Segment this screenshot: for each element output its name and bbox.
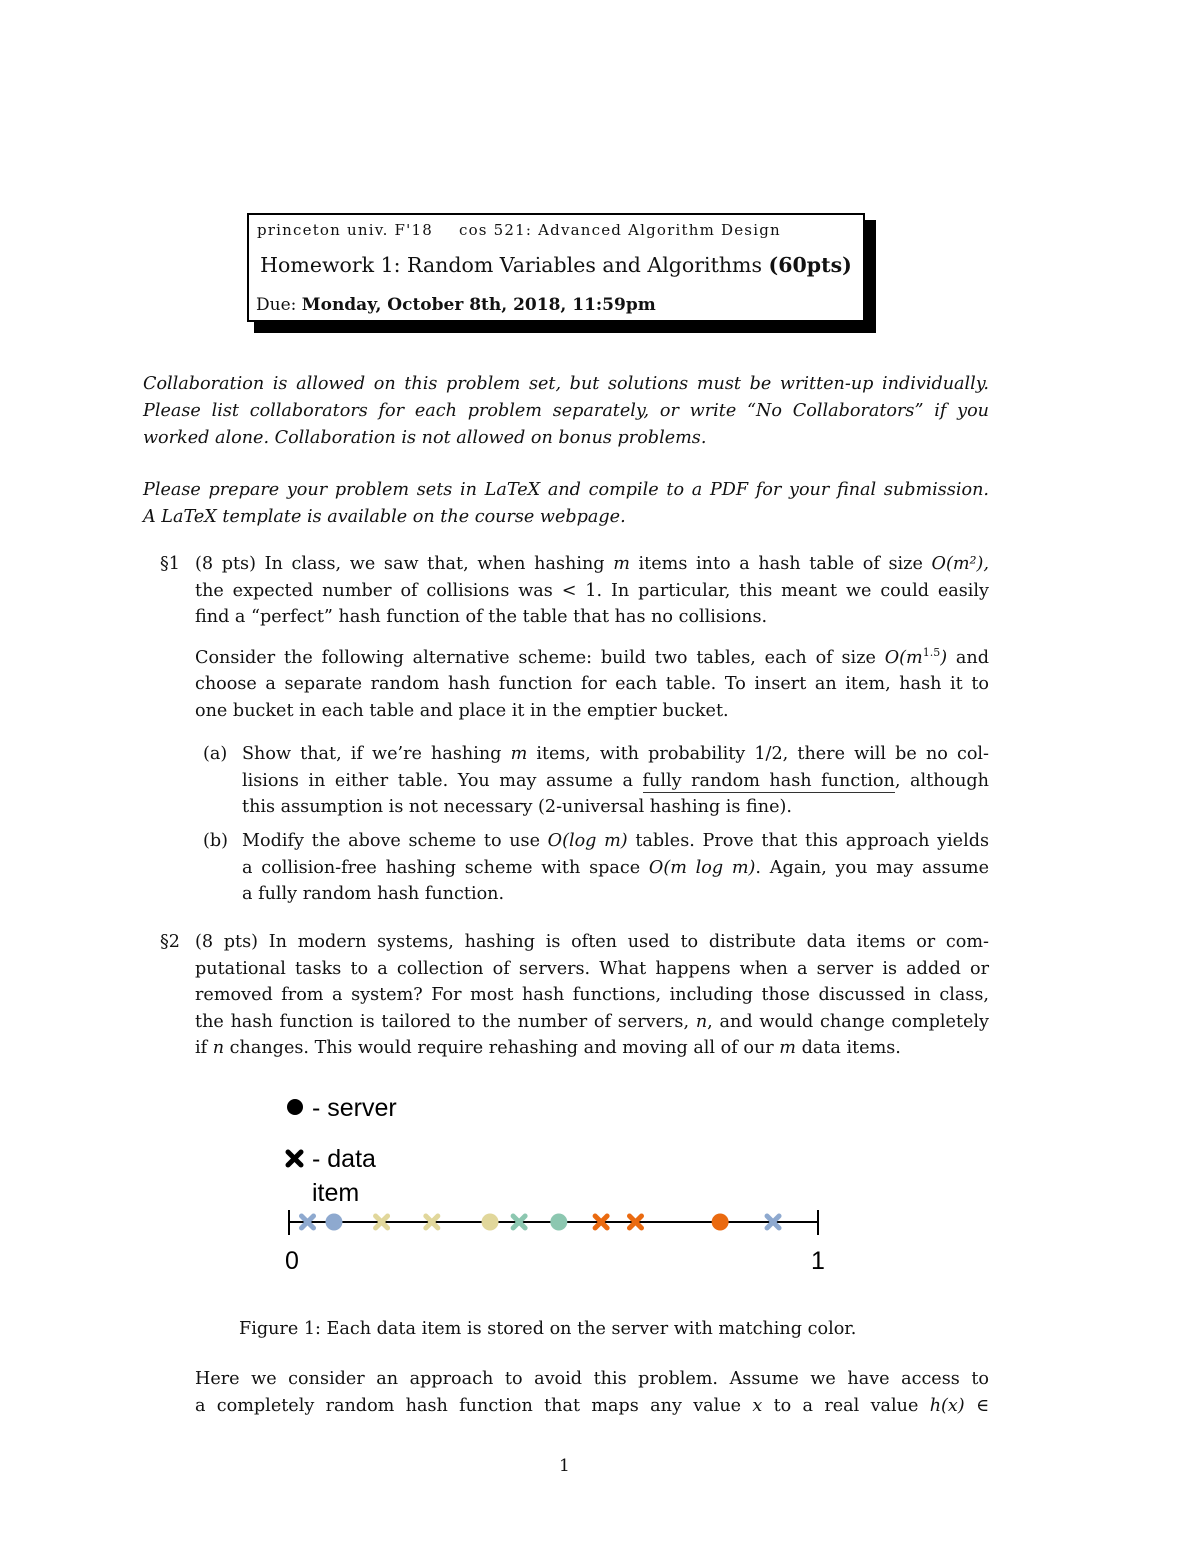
- collaboration-paragraph: [143, 371, 989, 451]
- math-o-m-log-m: O(m log m): [648, 857, 756, 878]
- math-m: m: [779, 1038, 796, 1059]
- p1-line-1-a: In class, we saw that, when hashing: [264, 554, 605, 574]
- q2-line-5-a: if: [195, 1038, 208, 1059]
- collab-line-3: worked alone. Collaboration is not allowed on bonus problems.: [143, 427, 707, 448]
- p1-line-1-b: items into a hash table of size: [638, 554, 923, 574]
- latex-line-1: Please prepare your problem sets in LaTeX and compile to a PDF for your final submission.: [143, 480, 989, 500]
- math-exponent: 1.5: [922, 646, 941, 659]
- title-text: Homework 1: Random Variables and Algorithms: [260, 253, 763, 277]
- figure-1: [280, 1088, 840, 1288]
- server-marker-orange: [712, 1214, 729, 1231]
- math-o-m-1-5: [885, 648, 947, 668]
- latex-line-2: A LaTeX template is available on the course webpage.: [143, 506, 626, 527]
- problem-2-paragraph: [195, 929, 989, 1062]
- hash-ring-figure: [280, 1088, 840, 1288]
- q2-line-5: [195, 1035, 989, 1062]
- b-line-2: [242, 855, 989, 882]
- legend-data-label-2: item: [312, 1179, 360, 1207]
- problem-2-points: (8 pts): [195, 932, 258, 952]
- math-m: m: [613, 554, 630, 574]
- page-number: 1: [559, 1456, 570, 1476]
- collab-line-2: Please list collaborators for each problem separately, or write “No Collaborators” if you: [143, 400, 989, 421]
- problem-1-points: (8 pts): [195, 554, 256, 574]
- latex-paragraph: [143, 477, 989, 531]
- server-marker-yellow: [482, 1214, 499, 1231]
- a-line-2: [242, 768, 989, 795]
- math-n: n: [212, 1038, 225, 1059]
- q2-line-4-a: the hash function is tailored to the number of servers,: [195, 1011, 690, 1032]
- math-close-paren: ): [940, 647, 948, 668]
- q2-after-line-2-b: to a real value: [773, 1395, 919, 1416]
- legend-server-icon: [287, 1099, 303, 1115]
- p1-line-1: [195, 551, 989, 578]
- q2-after-line-1: Here we consider an approach to avoid this problem. Assume we have access to: [195, 1369, 989, 1389]
- q2-line-5-b: changes. This would require rehashing and moving all of our: [229, 1038, 774, 1059]
- course-name: cos 521: Advanced Algorithm Design: [458, 221, 781, 239]
- math-n: n: [695, 1011, 708, 1032]
- math-o-m: O(m: [884, 647, 923, 668]
- due-date: Monday, October 8th, 2018, 11:59pm: [301, 295, 656, 315]
- q2-line-5-c: data items.: [801, 1038, 901, 1059]
- q2-line-3: removed from a system? For most hash functions, including those discussed in class,: [195, 985, 989, 1006]
- b-line-3: a fully random hash function.: [242, 884, 505, 905]
- problem-1-paragraph-2: [195, 640, 989, 725]
- p2-line-1-b: and: [955, 647, 990, 668]
- axis-label-0: 0: [285, 1247, 299, 1275]
- p2-line-2: choose a separate random hash function for each table. To insert an item, hash it to: [195, 674, 989, 695]
- element-of-symbol: ∈: [975, 1395, 990, 1416]
- a-line-3: this assumption is not necessary (2-universal hashing is fine).: [242, 797, 792, 818]
- q2-line-1-text: In modern systems, hashing is often used to distribute data items or com-: [268, 932, 989, 952]
- problem-1-paragraph-1: [195, 551, 989, 631]
- q2-line-1: [195, 929, 989, 956]
- part-a-text: [242, 741, 989, 821]
- a-line-1-b: items, with probability 1/2, there will be no col-: [536, 744, 989, 764]
- a-line-1: [242, 741, 989, 768]
- math-m: m: [510, 744, 528, 764]
- math-o-log-m: O(log m): [547, 831, 628, 851]
- a-line-2-a: lisions in either table. You may assume a: [242, 770, 633, 791]
- q2-after-line-2-a: a completely random hash function that maps any value: [195, 1395, 741, 1416]
- underlined-phrase: fully random hash function: [642, 770, 895, 791]
- problem-1-number: [160, 551, 180, 578]
- p2-line-3: one bucket in each table and place it in the emptier bucket.: [195, 701, 729, 722]
- axis-label-1: 1: [811, 1247, 825, 1275]
- figure-caption: Figure 1: Each data item is stored on the server with matching color.: [239, 1319, 857, 1339]
- problem-2-continuation: [195, 1366, 989, 1419]
- b-line-2-b: . Again, you may assume: [755, 857, 990, 878]
- title-points: (60pts): [768, 253, 852, 277]
- a-line-2-b: , although: [894, 770, 989, 791]
- legend-data-icon: [288, 1152, 301, 1165]
- course-institution: princeton univ. F'18: [257, 221, 433, 239]
- legend-server-label: - server: [312, 1094, 397, 1122]
- part-a-label: (a): [203, 744, 228, 764]
- problem-1-section: §1: [160, 554, 180, 574]
- q2-after-line-2: [195, 1393, 989, 1420]
- p1-line-3: find a “perfect” hash function of the table that has no collisions.: [195, 607, 768, 628]
- header-box: [247, 213, 865, 322]
- course-line: [257, 221, 781, 239]
- p1-line-2: the expected number of collisions was < 1. In particular, this meant we could easily: [195, 580, 989, 601]
- p2-line-1-a: Consider the following alternative scheme: build two tables, each of size: [195, 647, 876, 668]
- math-h-x: h(x): [929, 1395, 965, 1416]
- b-line-1: [242, 828, 989, 855]
- collab-line-1: Collaboration is allowed on this problem set, but solutions must be written-up individually.: [143, 374, 989, 394]
- due-line: [256, 295, 656, 315]
- b-line-2-a: a collision-free hashing scheme with space: [242, 857, 641, 878]
- q2-line-4: [195, 1009, 989, 1036]
- homework-title: [249, 253, 863, 277]
- b-line-1-b: tables. Prove that this approach yields: [635, 831, 990, 851]
- part-b-text: [242, 828, 989, 908]
- problem-2-number: §2: [160, 932, 180, 952]
- q2-line-4-b: , and would change completely: [707, 1011, 989, 1032]
- p2-line-1: [195, 640, 989, 671]
- legend-data-label: - data: [312, 1145, 376, 1173]
- due-label: Due:: [256, 295, 297, 315]
- part-b-label: (b): [203, 831, 228, 851]
- q2-line-2: putational tasks to a collection of servers. What happens when a server is added or: [195, 958, 989, 979]
- math-o-m-squared: O(m²),: [931, 554, 990, 574]
- math-x: x: [752, 1395, 763, 1416]
- server-marker-blue: [325, 1214, 342, 1231]
- server-marker-teal: [550, 1214, 567, 1231]
- a-line-1-a: Show that, if we’re hashing: [242, 744, 502, 764]
- b-line-1-a: Modify the above scheme to use: [242, 831, 540, 851]
